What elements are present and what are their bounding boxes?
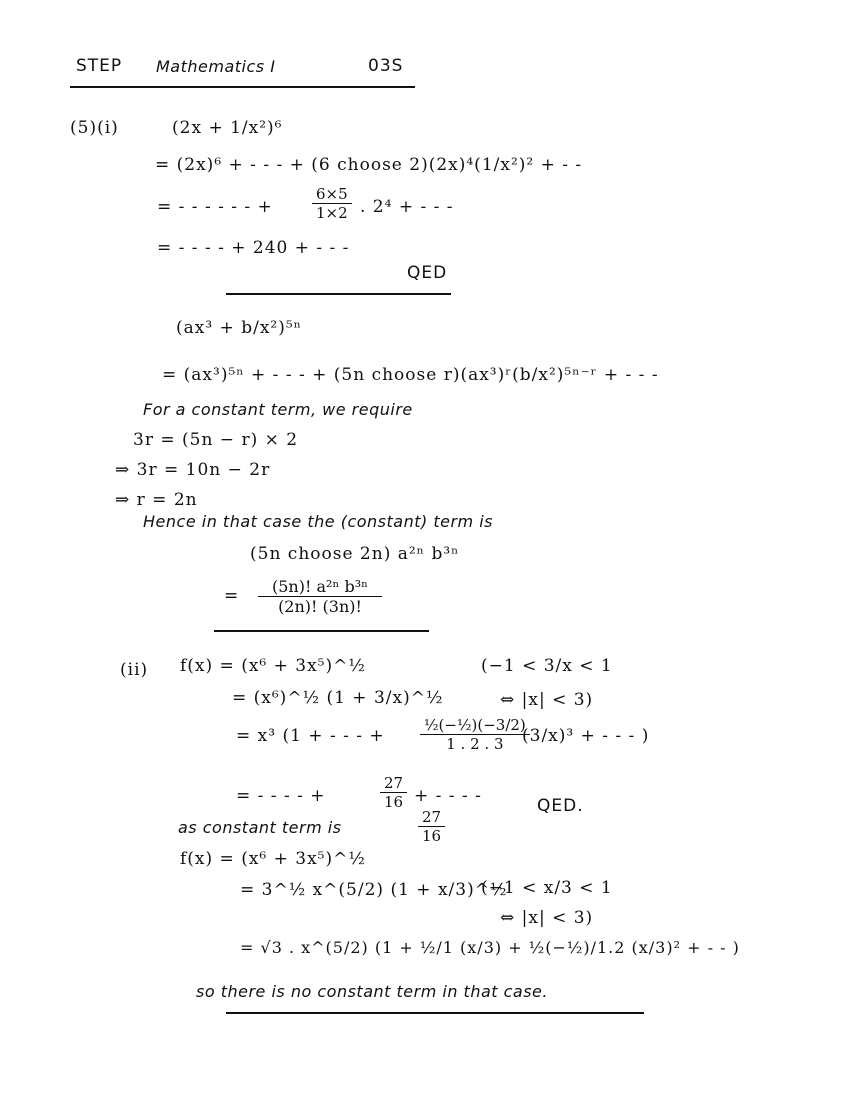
page-title: Mathematics I <box>156 57 276 76</box>
rewrite-line-2: = 3^½ x^(5/2) (1 + x/3)^½ <box>240 880 508 900</box>
function-definition-1: f(x) = (x⁶ + 3x⁵)^½ <box>180 656 366 676</box>
validity-condition-4: ⇔ |x| < 3) <box>500 908 594 928</box>
result-numerator: 27 <box>380 774 407 793</box>
expansion-line-5: = √3 . x^(5/2) (1 + ½/1 (x/3) + ½(−½)/1.2 (x/3)² + - - ) <box>240 938 740 957</box>
result-denominator: 16 <box>384 793 404 811</box>
expansion-expression: (2x + 1/x²)⁶ <box>172 118 283 138</box>
expansion-line-2-left: = - - - - - - + <box>157 197 273 217</box>
header-underline <box>70 86 415 88</box>
binomial-expansion-left: = x³ (1 + - - - + <box>236 726 385 746</box>
function-definition-2: f(x) = (x⁶ + 3x⁵)^½ <box>180 849 366 869</box>
binomial-term-fraction <box>420 716 530 753</box>
binomial-term-denominator: 1 . 2 . 3 <box>446 735 504 753</box>
expansion-line-1: = (2x)⁶ + - - - + (6 choose 2)(2x)⁴(1/x²)² + - - <box>155 155 583 175</box>
constant-term-note-2: as constant term is <box>178 818 342 837</box>
constant-term-denominator: (2n)! (3n)! <box>278 597 362 616</box>
validity-condition-2: ⇔ |x| < 3) <box>500 690 594 710</box>
qed-mark-2: QED. <box>537 796 584 816</box>
conclusion-note: so there is no constant term in that case. <box>196 982 548 1001</box>
divider-1 <box>226 293 451 295</box>
fraction-denominator: 1×2 <box>316 204 348 222</box>
rewrite-line-1: = (x⁶)^½ (1 + 3/x)^½ <box>232 688 444 708</box>
fraction-numerator: 6×5 <box>312 185 352 204</box>
course-label: STEP <box>76 56 123 76</box>
expansion-line-4: = (ax³)⁵ⁿ + - - - + (5n choose r)(ax³)ʳ(b/x²)⁵ⁿ⁻ʳ + - - - <box>162 365 659 385</box>
expansion-line-3: = - - - - + 240 + - - - <box>157 238 350 258</box>
validity-condition-1: (−1 < 3/x < 1 <box>481 656 613 676</box>
constant-term-numerator: (5n)! a²ⁿ b³ⁿ <box>258 577 382 597</box>
result-fraction <box>380 774 407 811</box>
qed-mark-1: QED <box>407 263 448 283</box>
constant-value-numerator: 27 <box>418 808 445 827</box>
constant-term: (5n choose 2n) a²ⁿ b³ⁿ <box>250 544 460 564</box>
binomial-expansion-right: (3/x)³ + - - - ) <box>522 726 650 746</box>
equation-2: ⇒ 3r = 10n − 2r <box>115 460 271 480</box>
result-line-right: + - - - - <box>414 786 482 806</box>
equals-sign: = <box>224 586 240 606</box>
divider-2 <box>214 630 429 632</box>
constant-term-note: For a constant term, we require <box>143 400 413 419</box>
validity-condition-3: (−1 < x/3 < 1 <box>481 878 613 898</box>
question-label-i: (5)(i) <box>70 118 119 138</box>
equation-1: 3r = (5n − r) × 2 <box>133 430 299 450</box>
binomial-coefficient-fraction <box>312 185 352 222</box>
expansion-line-2-right: . 2⁴ + - - - <box>360 197 454 217</box>
constant-value-denominator: 16 <box>422 827 442 845</box>
binomial-term-numerator: ½(−½)(−3/2) <box>420 716 530 735</box>
question-label-ii: (ii) <box>120 660 149 680</box>
result-line-left: = - - - - + <box>236 786 326 806</box>
paper-code: 03S <box>368 56 404 76</box>
hence-note: Hence in that case the (constant) term is <box>143 512 493 531</box>
equation-3: ⇒ r = 2n <box>115 490 198 510</box>
constant-term-fraction <box>258 577 382 616</box>
constant-value-fraction <box>418 808 445 845</box>
divider-3 <box>226 1012 644 1014</box>
expression-2: (ax³ + b/x²)⁵ⁿ <box>176 318 303 338</box>
